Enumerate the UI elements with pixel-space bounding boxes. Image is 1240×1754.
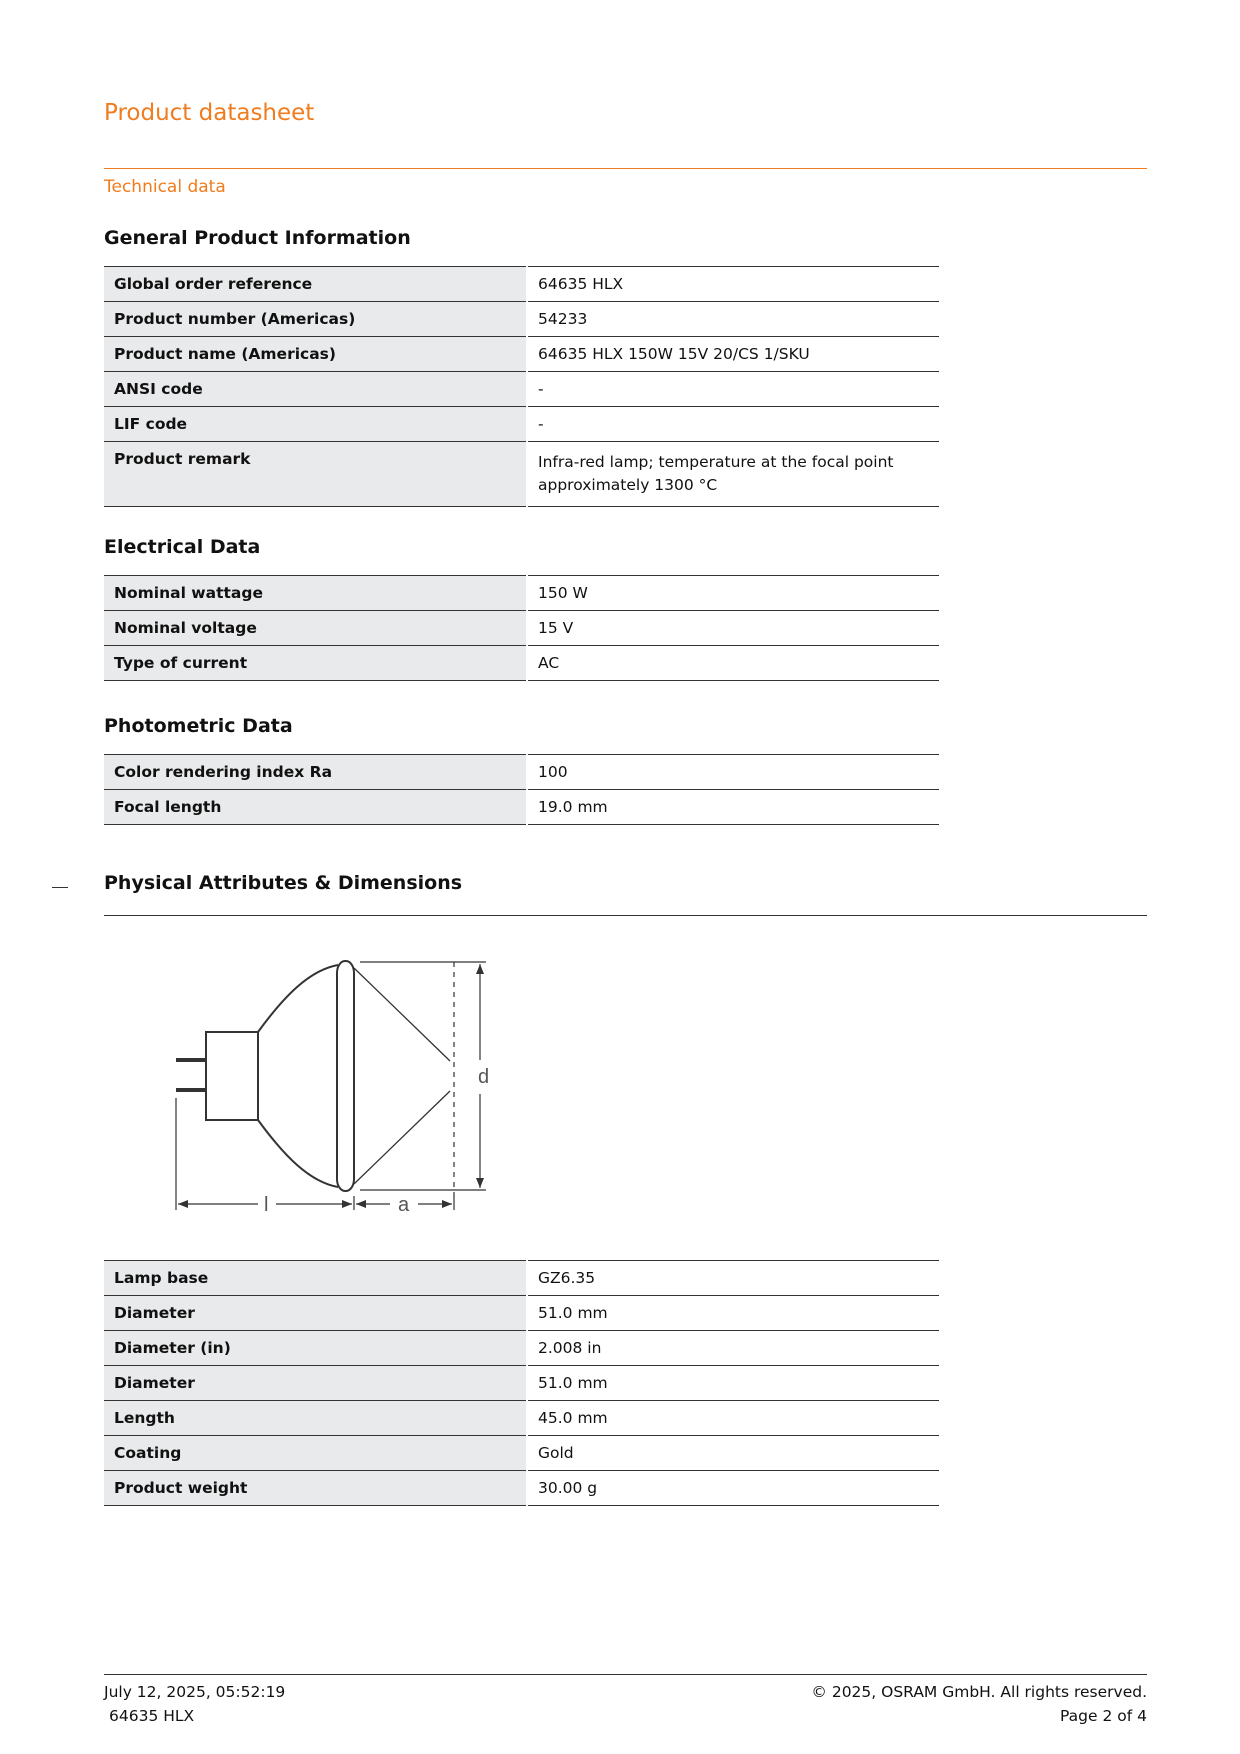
spec-value: Gold: [527, 1436, 939, 1471]
spec-label: Focal length: [104, 790, 527, 825]
arrowhead: [178, 1200, 188, 1208]
general-info-heading: General Product Information: [104, 227, 411, 249]
table-row: [104, 755, 939, 790]
spec-value: 51.0 mm: [527, 1296, 939, 1331]
arrowhead: [356, 1200, 366, 1208]
photometric-data-table: [104, 754, 939, 825]
table-row: [104, 611, 939, 646]
spec-value: 30.00 g: [527, 1471, 939, 1506]
beam-line: [354, 968, 450, 1061]
spec-label: Nominal voltage: [104, 611, 527, 646]
spec-value: 100: [527, 755, 939, 790]
general-info-table: [104, 266, 939, 507]
spec-value: AC: [527, 646, 939, 681]
spec-value: 64635 HLX 150W 15V 20/CS 1/SKU: [527, 337, 939, 372]
electrical-data-heading: Electrical Data: [104, 536, 261, 558]
lamp-dimension-drawing: [150, 950, 500, 1230]
arrowhead: [342, 1200, 352, 1208]
spec-label: Product name (Americas): [104, 337, 527, 372]
footer-product: 64635 HLX: [109, 1707, 195, 1725]
table-row: [104, 1471, 939, 1506]
reflector-outline: [258, 1120, 338, 1187]
dimension-label-a: a: [398, 1194, 410, 1216]
spec-value: 2.008 in: [527, 1331, 939, 1366]
lamp-base: [206, 1032, 258, 1120]
spec-value: 54233: [527, 302, 939, 337]
footer-date: July 12, 2025, 05:52:19: [104, 1683, 286, 1701]
spec-label: Length: [104, 1401, 527, 1436]
electrical-data-table: [104, 575, 939, 681]
dimension-label-d: d: [478, 1066, 490, 1088]
spec-label: Coating: [104, 1436, 527, 1471]
spec-value: 150 W: [527, 576, 939, 611]
spec-label: Color rendering index Ra: [104, 755, 527, 790]
physical-attributes-table: [104, 1260, 939, 1506]
table-row: [104, 442, 939, 507]
reflector-outline: [258, 965, 338, 1032]
spec-label: Product number (Americas): [104, 302, 527, 337]
spec-value: 45.0 mm: [527, 1401, 939, 1436]
spec-label: Product weight: [104, 1471, 527, 1506]
lens-rim: [337, 961, 354, 1191]
arrowhead: [442, 1200, 452, 1208]
spec-label: ANSI code: [104, 372, 527, 407]
table-row: [104, 1366, 939, 1401]
arrowhead: [476, 964, 484, 974]
section-subtitle: Technical data: [104, 177, 226, 197]
table-row: [104, 646, 939, 681]
spec-label: Global order reference: [104, 267, 527, 302]
table-row: [104, 372, 939, 407]
spec-value: 19.0 mm: [527, 790, 939, 825]
spec-label: Lamp base: [104, 1261, 527, 1296]
spec-value: 15 V: [527, 611, 939, 646]
spec-value-line: approximately 1300 °C: [538, 476, 718, 494]
spec-label: Type of current: [104, 646, 527, 681]
arrowhead: [476, 1178, 484, 1188]
table-row: [104, 302, 939, 337]
page-title: Product datasheet: [104, 100, 315, 126]
table-row: [104, 337, 939, 372]
photometric-data-heading: Photometric Data: [104, 715, 293, 737]
table-row: [104, 407, 939, 442]
section-divider: [104, 915, 1147, 916]
spec-label: Product remark: [104, 442, 527, 507]
header-divider: [104, 168, 1147, 169]
spec-value: 64635 HLX: [527, 267, 939, 302]
footer-copyright: © 2025, OSRAM GmbH. All rights reserved.: [811, 1683, 1147, 1701]
spec-label: Nominal wattage: [104, 576, 527, 611]
footer-page-number: Page 2 of 4: [1060, 1707, 1147, 1725]
table-row: [104, 1401, 939, 1436]
table-row: [104, 790, 939, 825]
spec-label: LIF code: [104, 407, 527, 442]
table-row: [104, 1296, 939, 1331]
footer-divider: [104, 1674, 1147, 1675]
spec-value-line: Infra-red lamp; temperature at the focal point: [538, 453, 894, 471]
spec-label: Diameter: [104, 1366, 527, 1401]
table-row: [104, 1331, 939, 1366]
spec-label: Diameter: [104, 1296, 527, 1331]
dimension-label-l: l: [264, 1194, 269, 1216]
table-row: [104, 1436, 939, 1471]
table-row: [104, 1261, 939, 1296]
beam-line: [354, 1091, 450, 1184]
physical-attributes-heading: Physical Attributes & Dimensions: [104, 872, 463, 894]
spec-value: [527, 442, 939, 507]
spec-value: 51.0 mm: [527, 1366, 939, 1401]
margin-dash: [52, 887, 68, 888]
table-row: [104, 267, 939, 302]
spec-value: -: [527, 372, 939, 407]
spec-value: GZ6.35: [527, 1261, 939, 1296]
spec-label: Diameter (in): [104, 1331, 527, 1366]
table-row: [104, 576, 939, 611]
spec-value: -: [527, 407, 939, 442]
